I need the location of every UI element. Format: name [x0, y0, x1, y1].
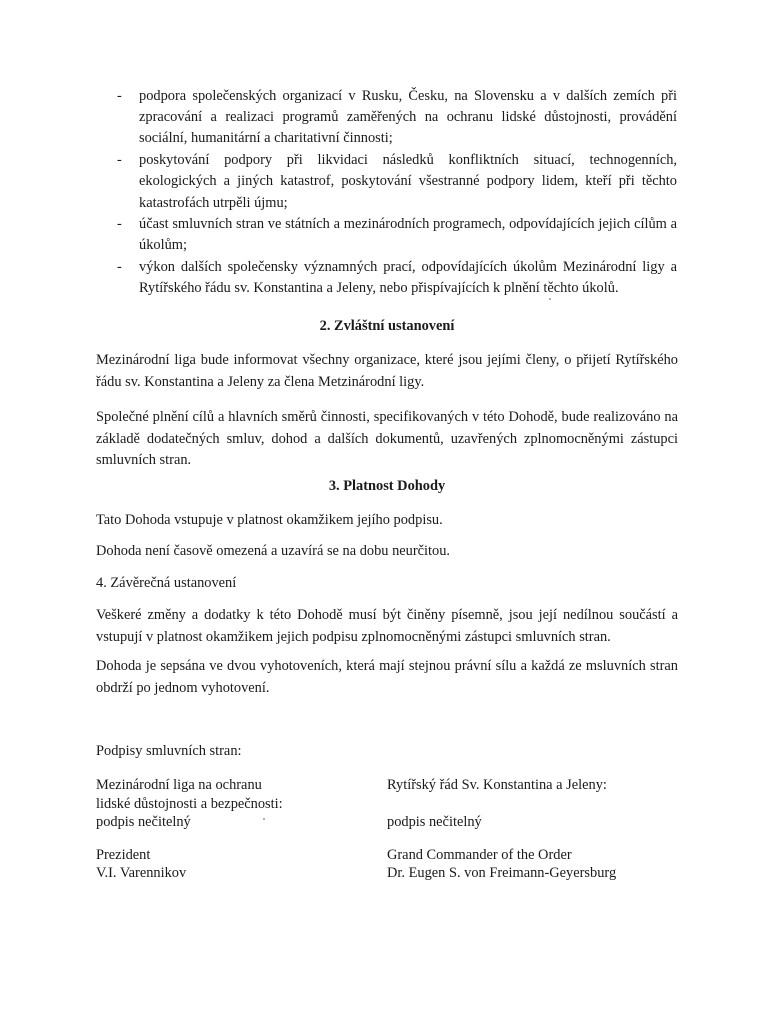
right-signature-note: podpis nečitelný [387, 814, 482, 830]
right-name: Dr. Eugen S. von Freimann-Geyersburg [387, 865, 617, 881]
scan-speck [549, 298, 551, 300]
signature-block-left [96, 776, 283, 883]
section-4-paragraph-2: Dohoda je sepsána ve dvou vyhotoveních, která mají stejnou právní sílu a každá ze msluvních stran obdrží po jednom vyhotovení. [96, 658, 678, 696]
section-heading-2: 2. Zvláštní ustanovení [319, 318, 455, 334]
section-heading-4: 4. Závěrečná ustanovení [96, 575, 237, 591]
left-name: V.I. Varennikov [96, 865, 187, 881]
section-heading-3: 3. Platnost Dohody [328, 478, 446, 494]
section-3-paragraph-2: Dohoda není časově omezená a uzavírá se na dobu neurčitou. [96, 543, 451, 559]
scan-speck [263, 818, 265, 820]
left-org-line-2: lidské důstojnosti a bezpečnosti: [96, 795, 283, 812]
signatures-heading: Podpisy smluvních stran: [96, 743, 242, 759]
list-item: - účast smluvních stran ve státních a mezinárodních programech, odpovídajících jejich cílům a úkolům; [117, 216, 677, 254]
left-org-line-1: Mezinárodní liga na ochranu [96, 777, 262, 793]
list-item: - výkon dalších společensky významných prací, odpovídajících úkolům Mezinárodní ligy a Rytířského řádu sv. Konstantina a Jeleny, nebo přispívajících k plnění těchto úkolů. [117, 259, 677, 297]
section-2-paragraph-1: Mezinárodní liga bude informovat všechny organizace, které jsou jejími členy, o přijetí Rytířského řádu sv. Konstantina a Jeleny za člena Metzinárodní ligy. [96, 352, 678, 390]
signature-block-right [387, 776, 616, 883]
left-title: Prezident [96, 846, 151, 863]
right-title: Grand Commander of the Order [387, 846, 572, 863]
list-item: - podpora společenských organizací v Rusku, Česku, na Slovensku a v dalších zemích při zpracování a realizaci programů zaměřených na ochranu lidské důstojnosti, provádění sociální, humanitární a charitativní činnosti; [117, 88, 677, 147]
left-signature-note: podpis nečitelný [96, 814, 191, 830]
bullet-list [117, 86, 677, 300]
section-3-paragraph-1: Tato Dohoda vstupuje v platnost okamžikem jejího podpisu. [96, 512, 443, 528]
section-2-paragraph-2: Společné plnění cílů a hlavních směrů činnosti, specifikovaných v této Dohodě, bude realizováno na základě dodatečných smluv, dohod a dalších dokumentů, uzavřených zplnomocněnými zástupci smluvních stran. [96, 409, 678, 468]
list-item: - poskytování podpory při likvidaci následků konfliktních situací, technogenních, ekologických a jiných katastrof, poskytování všestranné podpory lidem, kteří při těchto katastrofách utrpěli újmu; [117, 152, 677, 211]
right-org-line-1: Rytířský řád Sv. Konstantina a Jeleny: [387, 777, 607, 793]
section-4-paragraph-1: Veškeré změny a dodatky k této Dohodě musí být činěny písemně, jsou její nedílnou součástí a vstupují v platnost okamžikem jejich podpisu zplnomocněnými zástupci smluvních stran. [96, 607, 678, 645]
